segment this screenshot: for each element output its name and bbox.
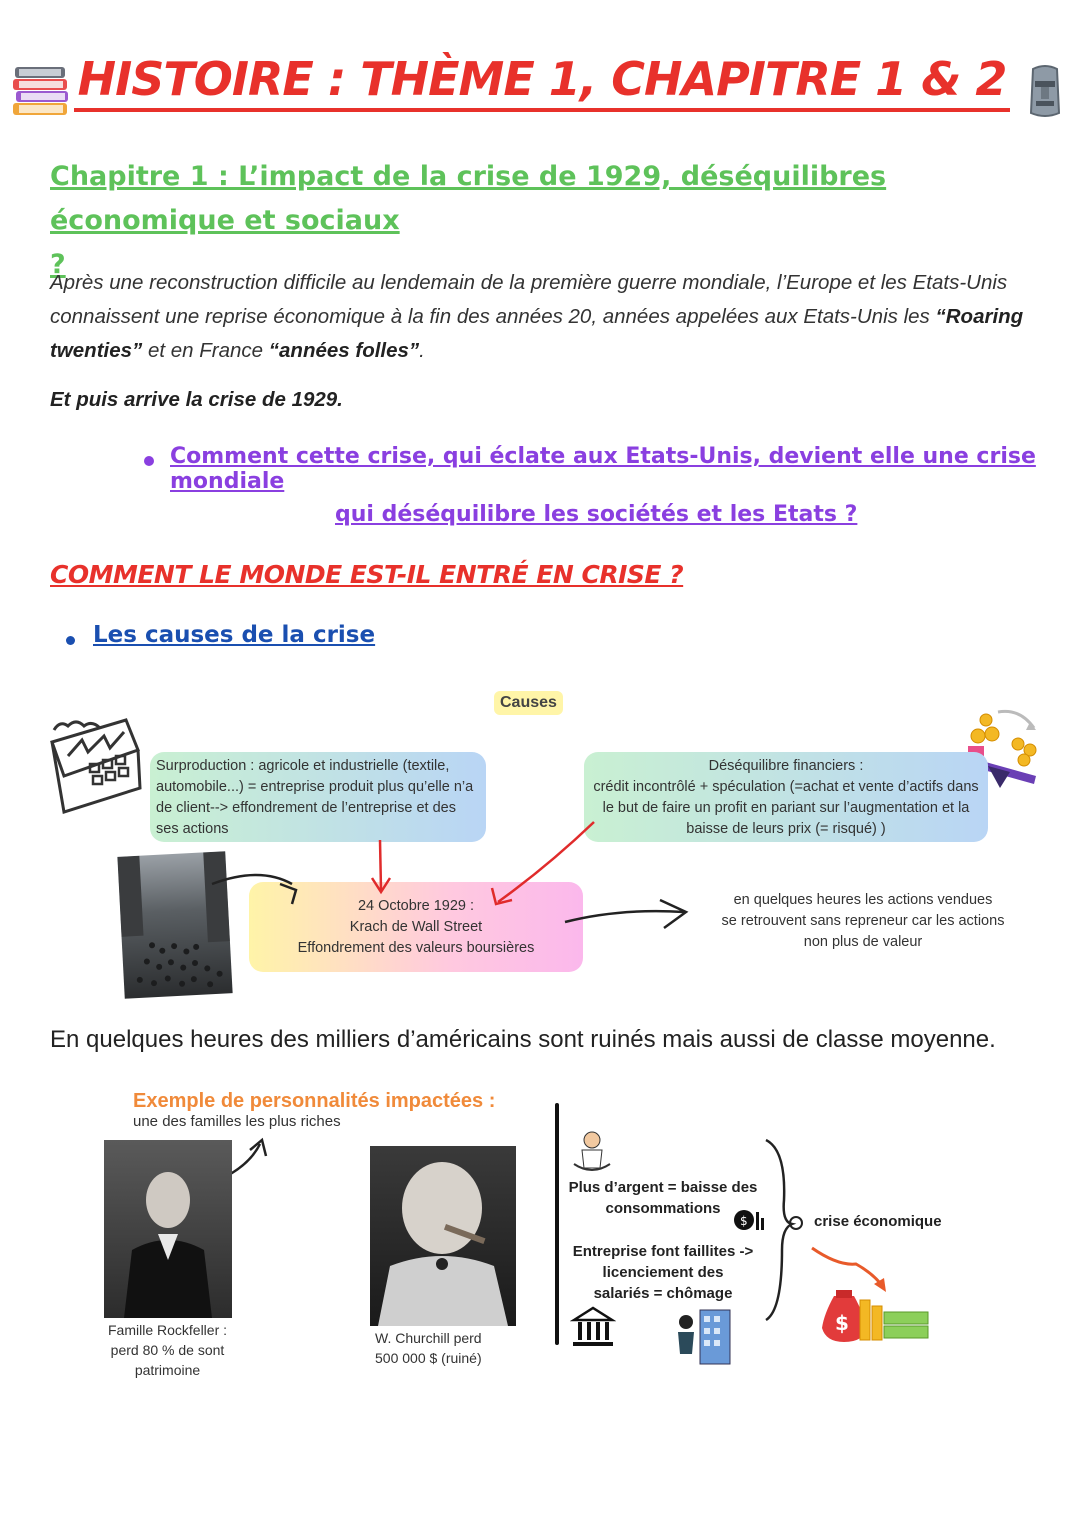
question-line-1: Comment cette crise, qui éclate aux Etats-Unis, devient elle une crise mondiale bbox=[170, 444, 1036, 494]
churchill-photo bbox=[370, 1146, 516, 1326]
consequence-brace bbox=[766, 1140, 792, 1320]
portrait-image bbox=[370, 1146, 516, 1326]
causes-label: Causes bbox=[494, 691, 563, 715]
economic-crisis-label: crise économique bbox=[814, 1213, 942, 1230]
bullet-dot bbox=[144, 456, 154, 466]
overproduction-box: Surproduction : agricole et industrielle (textile, automobile...) = entreprise produit plus qu’elle n’a de client--> effondrement de l’entreprise et des ses actions bbox=[150, 752, 486, 842]
examples-title: Exemple de personnalités impactées : bbox=[133, 1090, 496, 1112]
roaring-twenties: “Roaring twenties” bbox=[50, 305, 1024, 362]
rockefeller-photo bbox=[104, 1140, 232, 1318]
annees-folles: “années folles” bbox=[268, 339, 420, 362]
page-title-row bbox=[0, 52, 1080, 119]
portrait-image bbox=[104, 1140, 232, 1318]
crisis-arrival-text: Et puis arrive la crise de 1929. bbox=[50, 388, 343, 411]
financial-imbalance-box: Déséquilibre financiers : crédit incontrôlé + spéculation (=achat et vente d’actifs dans le but de faire un profit en pariant sur l’augmentation et la baisse de leurs prix (= risqué) ) bbox=[584, 752, 988, 842]
crowd-image bbox=[117, 851, 232, 998]
wall-street-crash-box: 24 Octobre 1929 : Krach de Wall Street Effondrement des valeurs boursières bbox=[249, 882, 583, 972]
bullet-dot bbox=[66, 636, 75, 645]
money-bag-down-icon bbox=[732, 1204, 768, 1234]
examples-subtitle: une des familles les plus riches bbox=[133, 1113, 341, 1130]
chapter-heading: Chapitre 1 : L’impact de la crise de 1929, déséquilibres économique et sociaux ? bbox=[50, 161, 887, 280]
ruin-sentence: En quelques heures des milliers d’américains sont ruinés mais aussi de classe moyenne. bbox=[50, 1026, 996, 1053]
consequence-consumption: Plus d’argent = baisse des consommations bbox=[568, 1179, 758, 1217]
churchill-caption: W. Churchill perd 500 000 $ (ruiné) bbox=[375, 1330, 482, 1366]
wall-street-crowd-photo bbox=[117, 851, 232, 998]
crash-result-text: en quelques heures les actions vendues se retrouvent sans repreneur car les actions non plus de valeur bbox=[721, 892, 1005, 950]
books-icon bbox=[13, 63, 71, 119]
svg-text:$: $ bbox=[835, 1311, 849, 1335]
sub-heading: Les causes de la crise bbox=[93, 622, 376, 648]
consequence-unemployment: Entreprise font faillites -> licenciement des salariés = chômage bbox=[572, 1243, 754, 1302]
unemployed-worker-icon bbox=[672, 1306, 738, 1366]
question-line-2: qui déséquilibre les sociétés et les Etats ? bbox=[335, 502, 858, 527]
moai-icon bbox=[1023, 63, 1067, 119]
bank-icon bbox=[570, 1306, 616, 1352]
svg-text:$: $ bbox=[740, 1214, 748, 1228]
section-heading: COMMENT LE MONDE EST-IL ENTRÉ EN CRISE ? bbox=[50, 560, 684, 589]
factory-icon bbox=[48, 716, 144, 820]
poor-man-icon bbox=[570, 1128, 616, 1176]
rockefeller-caption: Famille Rockfeller : perd 80 % de sont patrimoine bbox=[107, 1322, 228, 1378]
vertical-divider bbox=[555, 1103, 559, 1345]
intro-paragraph: Après une reconstruction difficile au lendemain de la première guerre mondiale, l’Europe et les Etats-Unis connaissent une reprise économique à la fin des années 20, années appelées aux Etats-Unis les “Roaring twenties” et en France “années folles”. bbox=[50, 271, 1024, 362]
falling-money-icon bbox=[808, 1244, 932, 1348]
bullet-dot bbox=[789, 1216, 803, 1230]
page-title: HISTOIRE : THÈME 1, CHAPITRE 1 & 2 bbox=[74, 52, 1011, 112]
